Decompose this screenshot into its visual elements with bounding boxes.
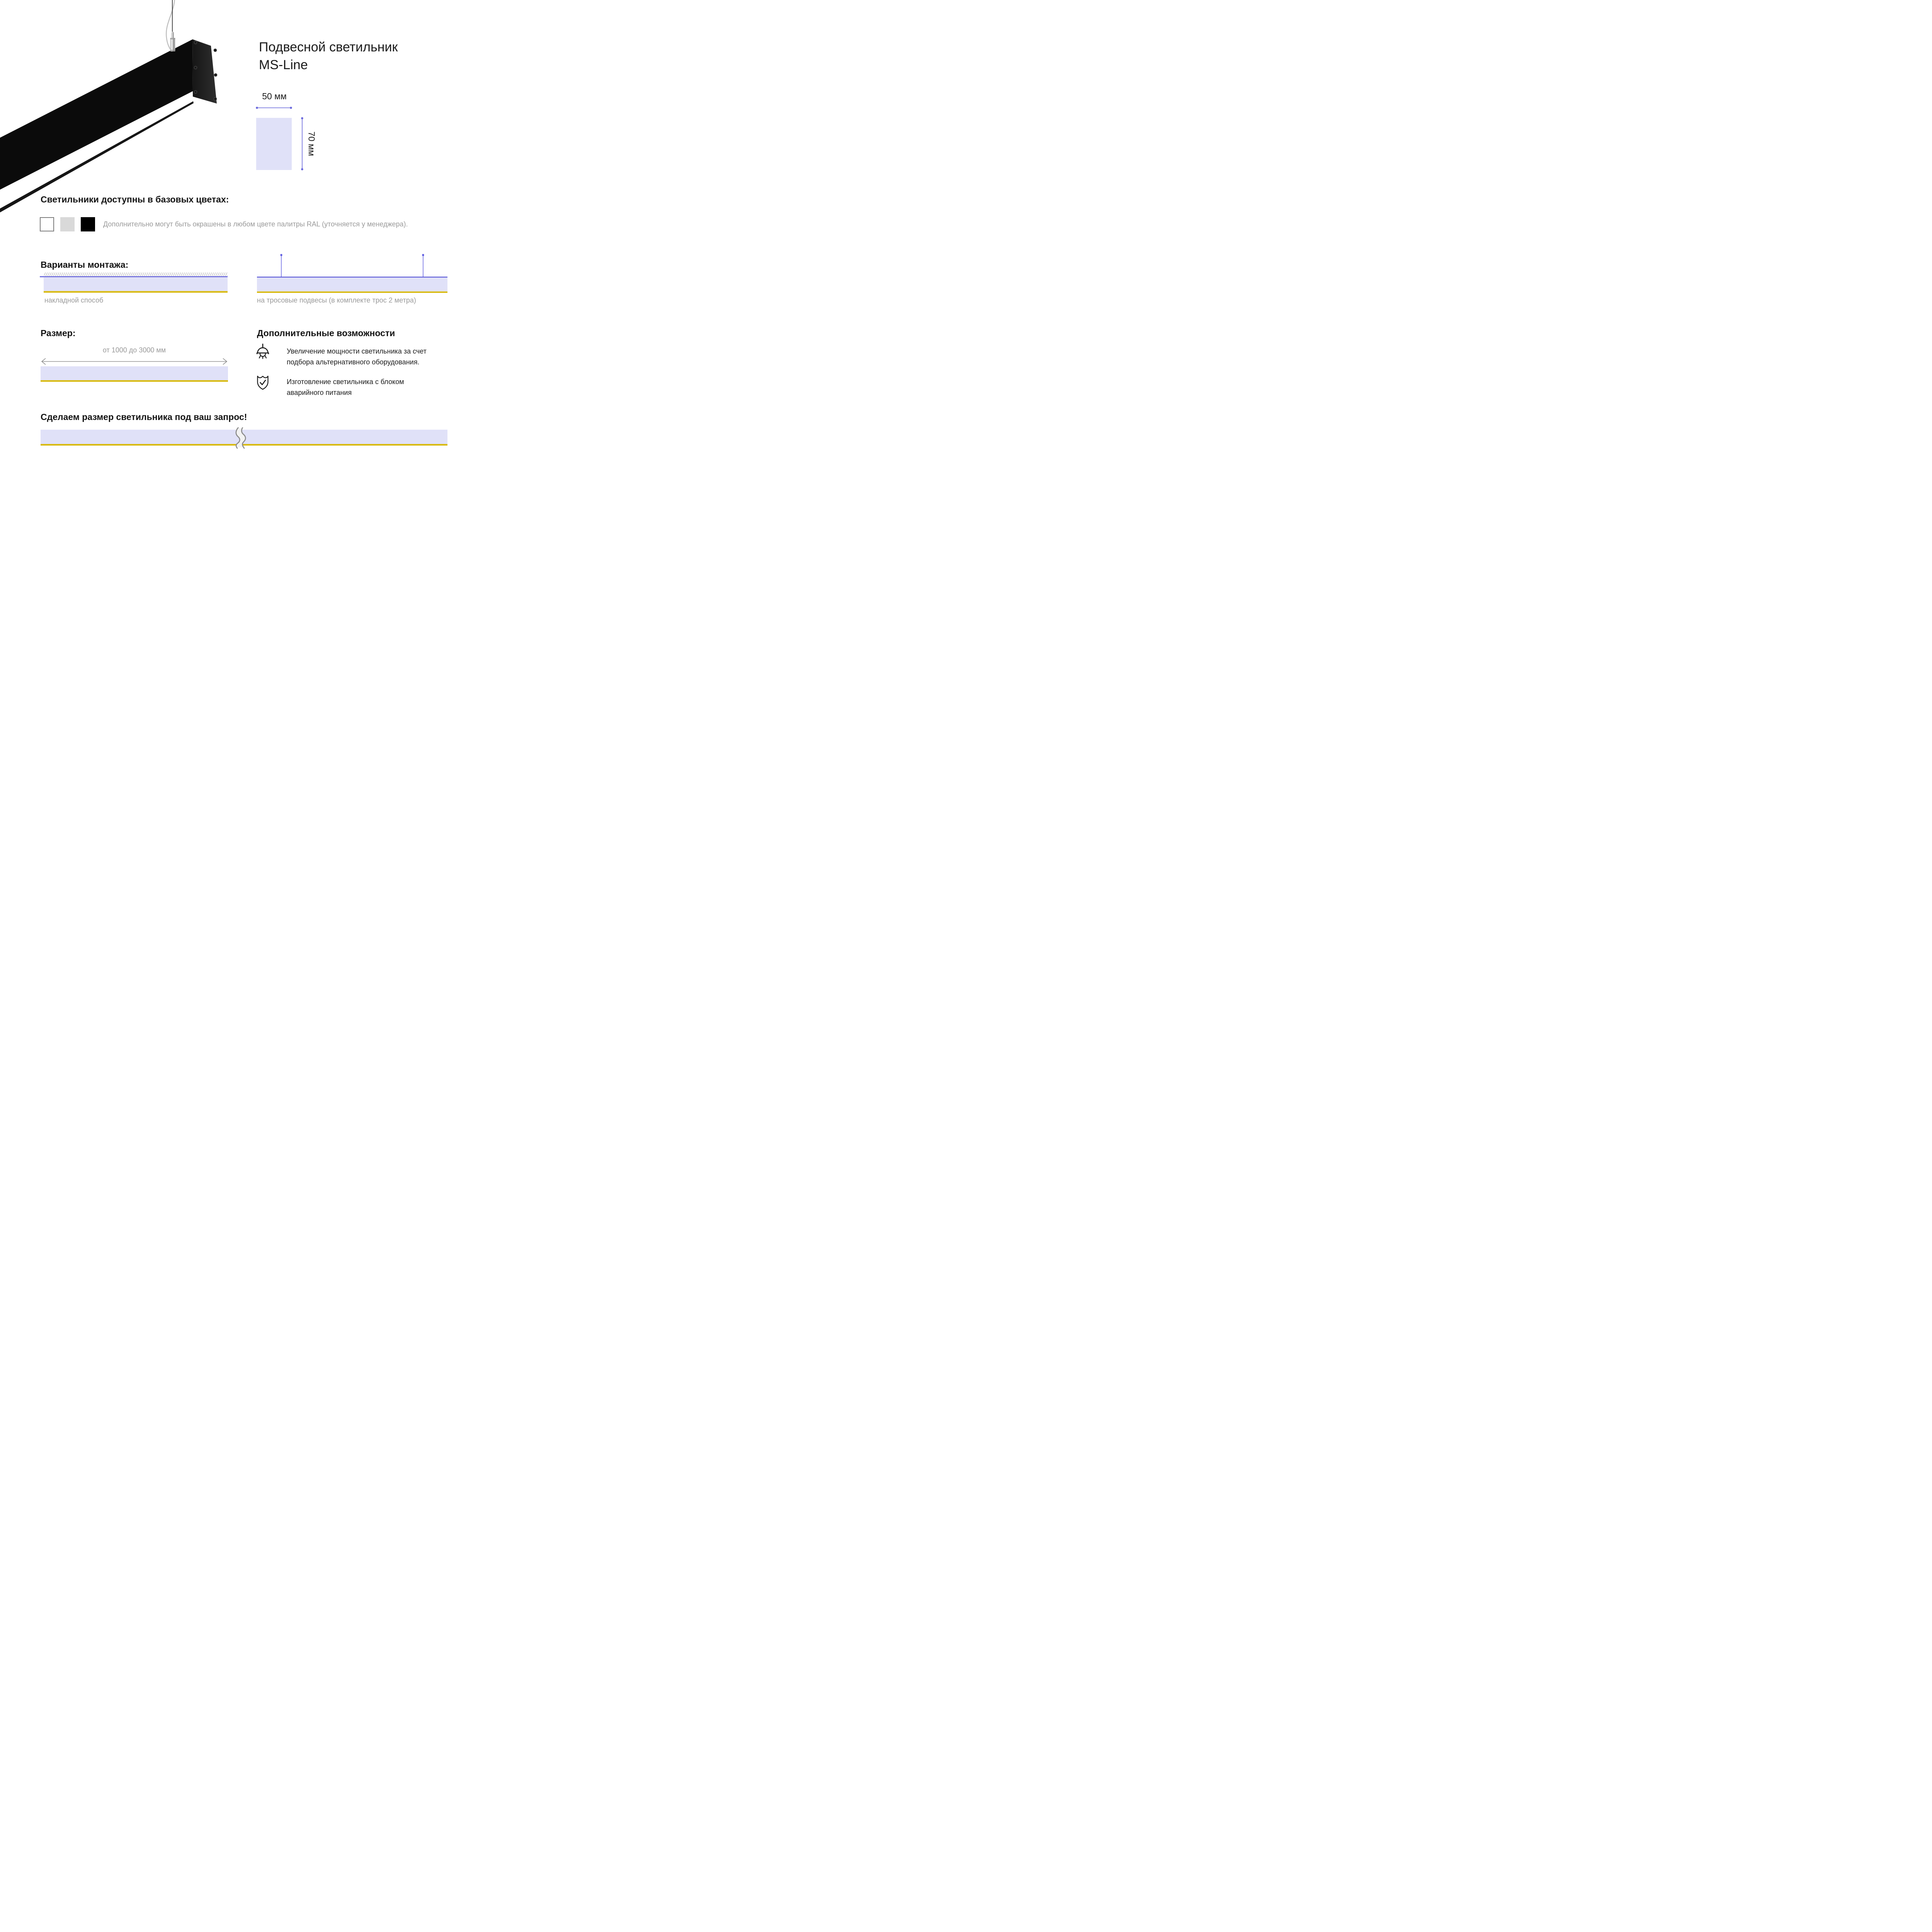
suspension-pin-icon <box>422 254 424 277</box>
color-swatch-white <box>40 217 54 231</box>
mounting-heading: Варианты монтажа: <box>41 260 129 270</box>
custom-size-heading: Сделаем размер светильника под ваш запрос! <box>41 412 247 422</box>
product-sheet-ms-line <box>0 0 483 483</box>
features-heading: Дополнительные возможности <box>257 328 395 338</box>
ceiling-hatch <box>44 272 228 276</box>
lamp-end-cap <box>192 39 217 104</box>
width-dimension-line <box>255 106 293 110</box>
shield-check-icon <box>256 374 269 391</box>
size-heading: Размер: <box>41 328 76 338</box>
product-photo-pendant-lamp <box>0 0 232 216</box>
feature-item <box>287 376 404 398</box>
pendant-lamp-icon <box>256 344 269 360</box>
custom-size-bar <box>41 427 447 449</box>
length-arrow-icon <box>41 357 228 366</box>
page-title-line2: MS-Line <box>259 58 308 72</box>
luminaire-bar <box>257 277 447 291</box>
width-dimension-label: 50 мм <box>262 91 287 101</box>
luminaire-bar <box>44 277 228 291</box>
cable-gripper <box>170 32 175 51</box>
cable-mount-diagram <box>257 253 447 293</box>
feature-line: Изготовление светильника с блоком <box>287 378 404 386</box>
feature-line: подбора альтернативного оборудования. <box>287 358 420 366</box>
led-stripe <box>44 291 228 293</box>
color-swatches <box>40 217 95 231</box>
page-title-line1: Подвесной светильник <box>259 40 398 54</box>
colors-heading: Светильники доступны в базовых цветах: <box>41 194 229 204</box>
ral-note: Дополнительно могут быть окрашены в любом цвете палитры RAL (уточняется у менеджера). <box>103 220 408 228</box>
color-swatch-black <box>81 217 95 231</box>
feature-line: аварийного питания <box>287 389 352 396</box>
feature-line: Увеличение мощности светильника за счет <box>287 347 427 355</box>
profile-cross-section <box>256 118 292 170</box>
cable-mount-caption: на тросовые подвесы (в комплекте трос 2 метра) <box>257 296 416 304</box>
height-dimension-label: 70 мм <box>306 131 317 156</box>
led-stripe <box>41 444 447 446</box>
feature-item <box>287 346 427 367</box>
led-stripe <box>257 291 447 293</box>
size-luminaire-bar <box>41 366 228 382</box>
ceiling-line <box>40 276 228 277</box>
size-range-label: от 1000 до 3000 мм <box>102 346 166 354</box>
color-swatch-gray <box>60 217 75 231</box>
surface-mount-caption: накладной способ <box>44 296 104 304</box>
page-title <box>259 38 398 74</box>
height-dimension-line <box>300 116 304 171</box>
suspension-pin-icon <box>280 254 282 277</box>
surface-mount-diagram <box>40 272 228 293</box>
